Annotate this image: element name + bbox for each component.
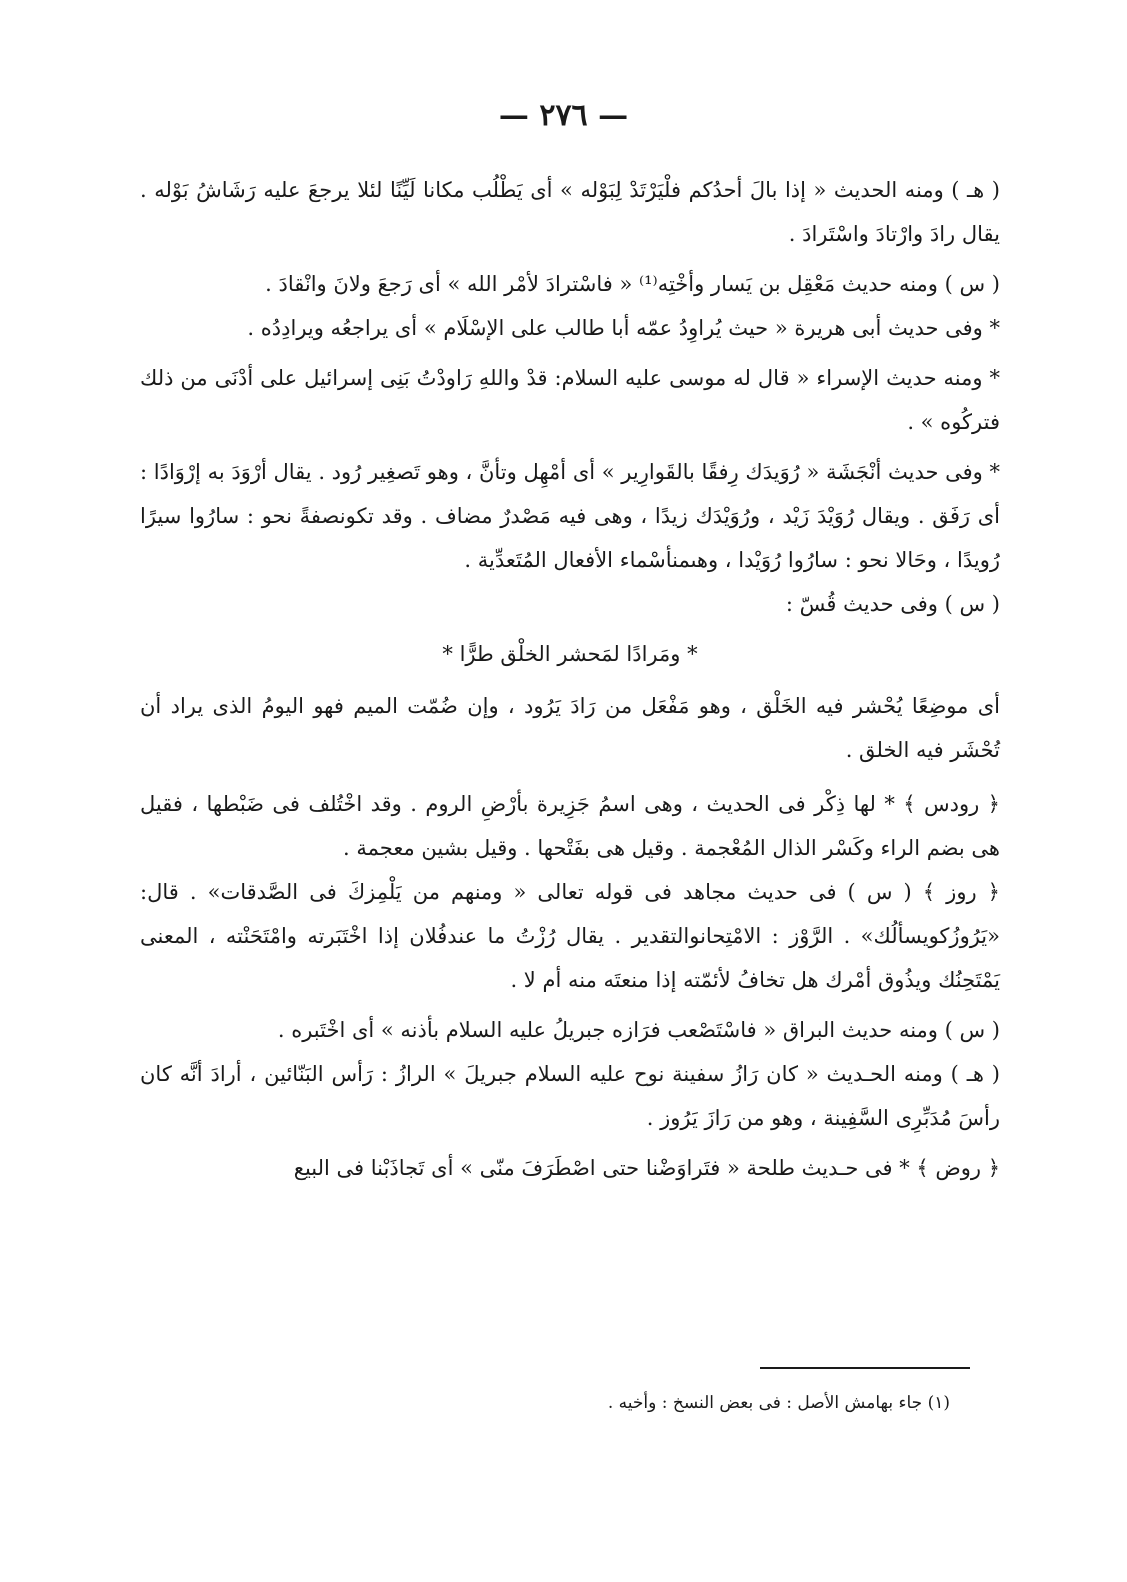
paragraph: ( هـ ) ومنه الحـديث « كان رَازُ سفينة نوح عليه السلام جبريلَ » الرازُ : رَأس البَنّائين ، أرادَ أنَّه كان رأسَ مُدَبِّرِى السَّفِينة ، وهو من رَازَ يَرُوز . xyxy=(140,1062,1000,1130)
text-body xyxy=(140,168,1000,1190)
paragraph: ( س ) ومنه حديث البراق « فاسْتَصْعب فرَازه جبريلُ عليه السلام بأذنه » أى اخْتَبره . xyxy=(277,1018,1000,1042)
entry-rudus: ﴿ رودس ﴾ * لها ذِكْر فى الحديث ، وهى اسمُ جَزِيرة بأرْضِ الروم . وقد اخْتُلف فى ضَبْطها ، فقيل هى بضم الراء وكَسْر الذال المُعْجمة . وقيل هى بفَتْحها . وقيل بشين معجمة . xyxy=(140,792,1000,860)
paragraph: * ومنه حديث الإسراء « قال له موسى عليه السلام: قدْ واللهِ رَاودْتُ بَنِى إسرائيل على أدْنَى من ذلك فتركُوه » . xyxy=(140,366,1000,434)
paragraph: * وفى حديث أنْجَشَة « رُوَيدَك رِفقًا بالقَوارِير » أى أمْهِل وتأنَّ ، وهو تَصغِير رُود . يقال أرْوَدَ به إرْوَادًا : أى رَفَق . ويقال رُوَيْدَ زَيْد ، ورُوَيْدَك زيدًا ، وهى فيه مَصْدرٌ مضاف . وقد تكونصفةً نحو : سارُوا سيرًا رُويدًا ، وحَالا نحو : سارُوا رُوَيْدا ، وهىمنأسْماء الأفعال المُتَعدِّية . xyxy=(140,460,1000,572)
paragraph: ( هـ ) ومنه الحديث « إذا بالَ أحدُكم فلْيَرْتَدْ لِبَوْله » أى يَطْلُب مكانا لَيِّنًا لئلا يرجعَ عليه رَشَاشُ بَوْله . يقال رادَ وارْتادَ واسْتَرادَ . xyxy=(140,178,1000,246)
paragraph: ( س ) ومنه حديث مَعْقِل بن يَسار وأخْتِه⁽¹⁾ « فاسْترادَ لأمْر الله » أى رَجعَ ولانَ وانْقادَ . xyxy=(265,272,1000,296)
entry-rawd: ﴿ روض ﴾ * فى حـديث طلحة « فتَراوَضْنا حتى اصْطَرَفَ منّى » أى تَجاذَبْنا فى البيع xyxy=(293,1156,1000,1180)
footnote-divider xyxy=(760,1367,970,1369)
page-number: — ٢٧٦ — xyxy=(498,98,629,133)
paragraph: أى موضِعًا يُحْشر فيه الخَلْق ، وهو مَفْعَل من رَادَ يَرُود ، وإن ضُمّت الميم فهو اليومُ الذى يراد أن تُحْشَر فيه الخلق . xyxy=(140,694,1000,762)
paragraph: * وفى حديث أبى هريرة « حيث يُراوِدُ عمّه أبا طالب على الإسْلَام » أى يراجعُه ويرادِدُه . xyxy=(247,316,1000,340)
entry-ruz: ﴿ روز ﴾ ( س ) فى حديث مجاهد فى قوله تعالى « ومنهم من يَلْمِزكَ فى الصَّدقات» . قال: «يَرُوزُكويسألُك» . الرَّوْز : الامْتِحانوالتقدير . يقال رُزْتُ ما عندفُلان إذا اخْتَبَرته وامْتَحَنْته ، المعنى يَمْتَحِنُك ويذُوق أمْرك هل تخافُ لأئمّته إذا منعتَه منه أم لا . xyxy=(140,880,1000,992)
footnote: (١) جاء بهامش الأصل : فى بعض النسخ : وأخيه . xyxy=(607,1393,950,1413)
verse-line: * ومَرادًا لمَحشر الخلْق طرًّا * xyxy=(442,642,698,666)
paragraph: ( س ) وفى حديث قُسّ : xyxy=(785,592,1000,616)
